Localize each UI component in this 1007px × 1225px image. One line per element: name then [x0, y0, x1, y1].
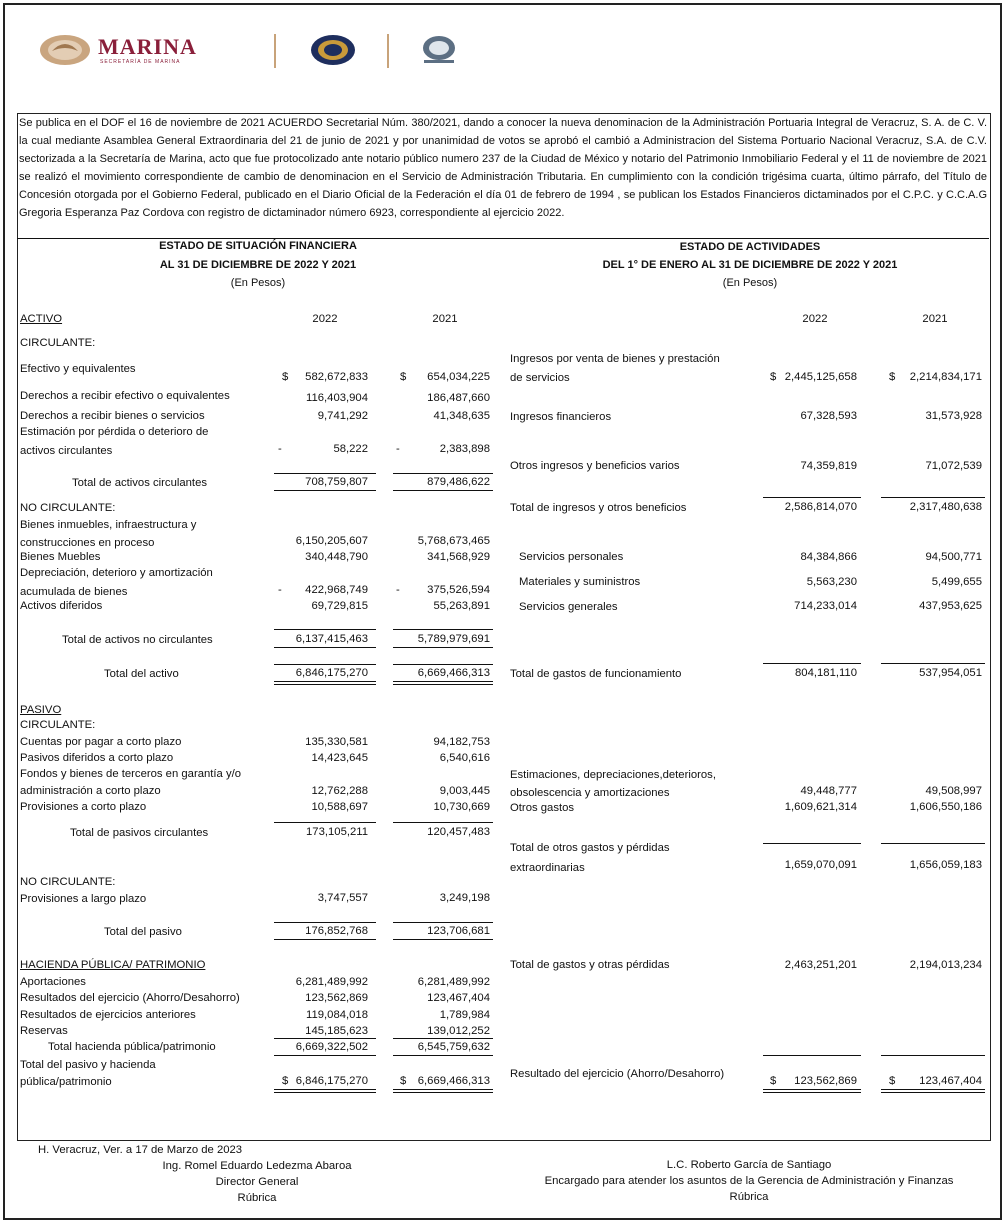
value-2022: 49,448,777 [800, 785, 857, 797]
row-label: Bienes Muebles [20, 551, 101, 563]
value-2022: 422,968,749 [305, 584, 368, 596]
activities-title: ESTADO DE ACTIVIDADES [679, 241, 821, 253]
row-label: Fondos y bienes de terceros en garantía y/o [20, 768, 242, 780]
value-2021: 2,214,834,171 [909, 371, 982, 383]
row-label: Derechos a recibir bienes o servicios [20, 410, 205, 422]
eagle-emblem-icon [38, 33, 92, 67]
row-label: Resultados de ejercicios anteriores [20, 1009, 196, 1021]
subtotal-rule [881, 663, 985, 664]
currency-symbol: $ [282, 1075, 289, 1087]
row-label: Activos diferidos [20, 600, 103, 612]
place-date: H. Veracruz, Ver. a 17 de Marzo de 2023 [38, 1144, 243, 1156]
section-pasivo: PASIVO [20, 704, 62, 716]
double-rule [881, 1089, 985, 1093]
total-2022: 6,846,175,270 [295, 1075, 368, 1087]
double-rule [763, 1089, 861, 1093]
value-2022: 123,562,869 [305, 992, 368, 1004]
total-rule [393, 664, 493, 665]
total-rule [763, 1055, 861, 1056]
total-label: Total hacienda pública/patrimonio [48, 1041, 216, 1053]
total-2021: 2,194,013,234 [909, 959, 982, 971]
total-label: Total de activos no circulantes [62, 634, 213, 646]
total-2021: 1,656,059,183 [909, 859, 982, 871]
row-label: Estimación por pérdida o deterioro de [20, 426, 209, 438]
row-label: obsolescencia y amortizaciones [510, 787, 670, 799]
value-2022: 67,328,593 [800, 410, 857, 422]
value-2021: 94,182,753 [433, 736, 490, 748]
subtotal-rule [274, 490, 376, 491]
total-rule [274, 664, 376, 665]
value-2021: 1,789,984 [439, 1009, 490, 1021]
row-label: Otros ingresos y beneficios varios [510, 460, 680, 472]
row-label: administración a corto plazo [20, 785, 161, 797]
value-2021: 2,383,898 [439, 443, 490, 455]
subtotal-rule [274, 822, 376, 823]
total-2021: 2,317,480,638 [909, 501, 982, 513]
value-2021: 55,263,891 [433, 600, 490, 612]
total-2021: 6,669,466,313 [417, 1075, 490, 1087]
brand-subtitle: SECRETARÍA DE MARINA [100, 59, 181, 65]
value-2022: 6,281,489,992 [295, 976, 368, 988]
value-2022: 3,747,557 [317, 892, 368, 904]
subtotal-rule [881, 843, 985, 844]
value-2022: 2,445,125,658 [784, 371, 857, 383]
minus-sign: - [278, 584, 282, 596]
subtotal-rule [393, 647, 493, 648]
total-2022: 176,852,768 [305, 925, 368, 937]
row-label: Aportaciones [20, 976, 86, 988]
total-2022: 6,137,415,463 [295, 633, 368, 645]
logo-divider [387, 34, 389, 68]
value-2022: 135,330,581 [305, 736, 368, 748]
value-2022: 74,359,819 [800, 460, 857, 472]
subtotal-rule [393, 473, 493, 474]
value-2021: 139,012,252 [427, 1025, 490, 1037]
asipona-logo-icon [418, 34, 460, 66]
value-2022: 9,741,292 [317, 410, 368, 422]
value-2022: 14,423,645 [311, 752, 368, 764]
value-2021: 31,573,928 [925, 410, 982, 422]
row-label: Depreciación, deterioro y amortización [20, 567, 213, 579]
currency-symbol: $ [282, 371, 289, 383]
value-2022: 5,563,230 [806, 576, 857, 588]
subtotal-rule [393, 490, 493, 491]
currency-symbol: $ [889, 1075, 896, 1087]
subtotal-rule [393, 629, 493, 630]
value-2021: 94,500,771 [925, 551, 982, 563]
minus-sign: - [396, 443, 400, 455]
total-2022: 1,659,070,091 [784, 859, 857, 871]
signer-2-role: Encargado para atender los asuntos de la Gerencia de Administración y Finanzas [544, 1175, 954, 1187]
total-2022: 2,586,814,070 [784, 501, 857, 513]
value-2021: 41,348,635 [433, 410, 490, 422]
row-label: Ingresos financieros [510, 411, 612, 423]
year-2022-header: 2022 [312, 313, 338, 325]
value-2021: 437,953,625 [919, 600, 982, 612]
result-2021: 123,467,404 [919, 1075, 982, 1087]
subtotal-rule [881, 497, 985, 498]
activities-period: DEL 1° DE ENERO AL 31 DE DICIEMBRE DE 2022 Y 2021 [602, 259, 898, 271]
currency-symbol: $ [889, 371, 896, 383]
total-2021: 5,789,979,691 [417, 633, 490, 645]
total-label: Total de otros gastos y pérdidas [510, 842, 670, 854]
row-label: Estimaciones, depreciaciones,deterioros, [510, 769, 716, 781]
year-2021-header: 2021 [432, 313, 458, 325]
value-2021: 341,568,929 [427, 551, 490, 563]
total-label: Total de gastos de funcionamiento [510, 668, 682, 680]
row-label: pública/patrimonio [20, 1076, 112, 1088]
subtotal-rule [763, 497, 861, 498]
double-rule [393, 1089, 493, 1093]
value-2022: 116,403,904 [306, 392, 368, 404]
total-rule [274, 922, 376, 923]
total-2022: 6,846,175,270 [295, 667, 368, 679]
value-2022: 119,084,018 [306, 1009, 368, 1021]
row-label: Provisiones a largo plazo [20, 893, 147, 905]
signer-1-name: Ing. Romel Eduardo Ledezma Abaroa [162, 1160, 352, 1172]
signer-2-name: L.C. Roberto García de Santiago [666, 1159, 832, 1171]
port-seal-icon [310, 34, 356, 66]
value-2022: 340,448,790 [305, 551, 368, 563]
total-2021: 120,457,483 [427, 826, 490, 838]
row-label: Ingresos por venta de bienes y prestación [510, 353, 720, 365]
total-rule [393, 939, 493, 940]
value-2021: 71,072,539 [925, 460, 982, 472]
subtotal-rule [274, 1055, 376, 1056]
row-label: Servicios personales [519, 551, 624, 563]
total-label: Total de ingresos y otros beneficios [510, 502, 687, 514]
value-2021: 123,467,404 [427, 992, 490, 1004]
total-2021: 6,545,759,632 [417, 1041, 490, 1053]
value-2022: 6,150,205,607 [295, 535, 368, 547]
row-label: construcciones en proceso [20, 537, 155, 549]
subtotal-rule [393, 1055, 493, 1056]
result-2022: 123,562,869 [794, 1075, 857, 1087]
total-2021: 123,706,681 [427, 925, 490, 937]
row-label: Pasivos diferidos a corto plazo [20, 752, 174, 764]
currency-symbol: $ [400, 371, 407, 383]
double-rule [274, 1089, 376, 1093]
total-2022: 2,463,251,201 [784, 959, 857, 971]
subtotal-rule [393, 1038, 493, 1039]
value-2021: 6,540,616 [439, 752, 490, 764]
signer-1-note: Rúbrica [237, 1192, 277, 1204]
subtotal-rule [393, 822, 493, 823]
value-2022: 1,609,621,314 [784, 801, 857, 813]
subtotal-rule [763, 843, 861, 844]
total-label: Total de activos circulantes [72, 477, 207, 489]
row-label: Reservas [20, 1025, 68, 1037]
currency-symbol: $ [400, 1075, 407, 1087]
value-2021: 10,730,669 [433, 801, 490, 813]
currency-symbol: $ [770, 371, 777, 383]
subtotal-rule [274, 1038, 376, 1039]
subsection-no-circulante: NO CIRCULANTE: [20, 502, 116, 514]
activities-currency: (En Pesos) [722, 277, 778, 289]
minus-sign: - [396, 584, 400, 596]
logo-divider [274, 34, 276, 68]
subtotal-rule [274, 647, 376, 648]
row-label: Resultados del ejercicio (Ahorro/Desahorro) [20, 992, 240, 1004]
total-2022: 804,181,110 [795, 667, 857, 679]
balance-title: ESTADO DE SITUACIÓN FINANCIERA [159, 240, 357, 252]
total-label: Total de pasivos circulantes [70, 827, 209, 839]
double-rule [393, 681, 493, 685]
value-2022: 582,672,833 [305, 371, 368, 383]
value-2022: 58,222 [333, 443, 368, 455]
row-label: Otros gastos [510, 802, 575, 814]
total-label: Total del pasivo [104, 926, 182, 938]
total-2022: 6,669,322,502 [295, 1041, 368, 1053]
total-label: Total del activo [104, 668, 179, 680]
value-2021: 186,487,660 [427, 392, 490, 404]
row-label: activos circulantes [20, 445, 113, 457]
double-rule [274, 681, 376, 685]
total-label: extraordinarias [510, 862, 585, 874]
total-2021: 537,954,051 [919, 667, 982, 679]
value-2021: 5,499,655 [931, 576, 982, 588]
intro-divider [17, 238, 989, 239]
value-2022: 714,233,014 [794, 600, 857, 612]
section-activo: ACTIVO [20, 313, 63, 325]
intro-paragraph: Se publica en el DOF el 16 de noviembre de 2021 ACUERDO Secretarial Núm. 380/2021, dando a conocer la nueva denominacion de la Administración Portuaria Integral de Veracruz, S. A. de C. V. la cual mediante Asamblea General Extraordinaria del 21 de junio de 2021 y por unanimidad de votos se aprobó el cambió a Administracion del Sistema Portuario Nacional Veracruz, S.A. de C.V. sectorizada a la Secretaría de Marina, acto que fue protocolizado ante notario público numero 237 de la Ciudad de México y notario del Patrimonio Inmobiliario Federal y el 11 de noviembre de 2021 se realizó el movimiento correspondiente de cambio de denominacion en el Servicio de Administración Tributaria. En cumplimiento con la condición trigésima cuarta, último párrafo, del Título de Concesión otorgada por el Gobierno Federal, publicado en el Diario Oficial de la Federación el día 01 de febrero de 1994 , se publican los Estados Financieros dictaminados por el C.P.C. y C.C.A.G Gregoria Esperanza Paz Cordova con registro de dictaminador número 6923, correspondiente al ejercicio 2022. [19, 117, 987, 219]
row-label: Servicios generales [519, 601, 618, 613]
row-label: Provisiones a corto plazo [20, 801, 147, 813]
row-label: de servicios [510, 372, 570, 384]
row-label: Materiales y suministros [519, 576, 641, 588]
value-2022: 84,384,866 [800, 551, 857, 563]
value-2021: 5,768,673,465 [417, 535, 490, 547]
row-label: Bienes inmuebles, infraestructura y [20, 519, 197, 531]
value-2022: 145,185,623 [305, 1025, 368, 1037]
total-2021: 6,669,466,313 [417, 667, 490, 679]
value-2021: 9,003,445 [439, 785, 490, 797]
total-2022: 173,105,211 [306, 826, 368, 838]
value-2022: 69,729,815 [311, 600, 368, 612]
value-2021: 49,508,997 [925, 785, 982, 797]
value-2021: 1,606,550,186 [909, 801, 982, 813]
total-2021: 879,486,622 [427, 476, 490, 488]
year-2022-header: 2022 [802, 313, 828, 325]
balance-currency: (En Pesos) [230, 277, 286, 289]
row-label: Derechos a recibir efectivo o equivalentes [20, 390, 230, 402]
signer-1-role: Director General [215, 1176, 299, 1188]
result-label: Resultado del ejercicio (Ahorro/Desahorro) [510, 1068, 725, 1080]
section-hacienda: HACIENDA PÚBLICA/ PATRIMONIO [20, 959, 206, 971]
value-2021: 6,281,489,992 [417, 976, 490, 988]
currency-symbol: $ [770, 1075, 777, 1087]
value-2021: 3,249,198 [439, 892, 490, 904]
brand-name: MARINA [98, 34, 197, 59]
balance-date: AL 31 DE DICIEMBRE DE 2022 Y 2021 [159, 259, 357, 271]
row-label: Total del pasivo y hacienda [20, 1059, 156, 1071]
subsection-circulante: CIRCULANTE: [20, 719, 96, 731]
year-2021-header: 2021 [922, 313, 948, 325]
value-2021: 375,526,594 [427, 584, 490, 596]
row-label: Cuentas por pagar a corto plazo [20, 736, 182, 748]
value-2022: 10,588,697 [311, 801, 368, 813]
row-label: Efectivo y equivalentes [20, 363, 136, 375]
total-rule [393, 922, 493, 923]
total-rule [881, 1055, 985, 1056]
total-rule [274, 939, 376, 940]
row-label: acumulada de bienes [20, 586, 128, 598]
value-2022: 12,762,288 [311, 785, 368, 797]
subtotal-rule [274, 473, 376, 474]
total-label: Total de gastos y otras pérdidas [510, 959, 670, 971]
signer-2-note: Rúbrica [729, 1191, 769, 1203]
value-2021: 654,034,225 [427, 371, 490, 383]
subtotal-rule [763, 663, 861, 664]
subsection-no-circulante: NO CIRCULANTE: [20, 876, 116, 888]
subsection-circulante: CIRCULANTE: [20, 337, 96, 349]
minus-sign: - [278, 443, 282, 455]
subtotal-rule [274, 629, 376, 630]
total-2022: 708,759,807 [305, 476, 368, 488]
